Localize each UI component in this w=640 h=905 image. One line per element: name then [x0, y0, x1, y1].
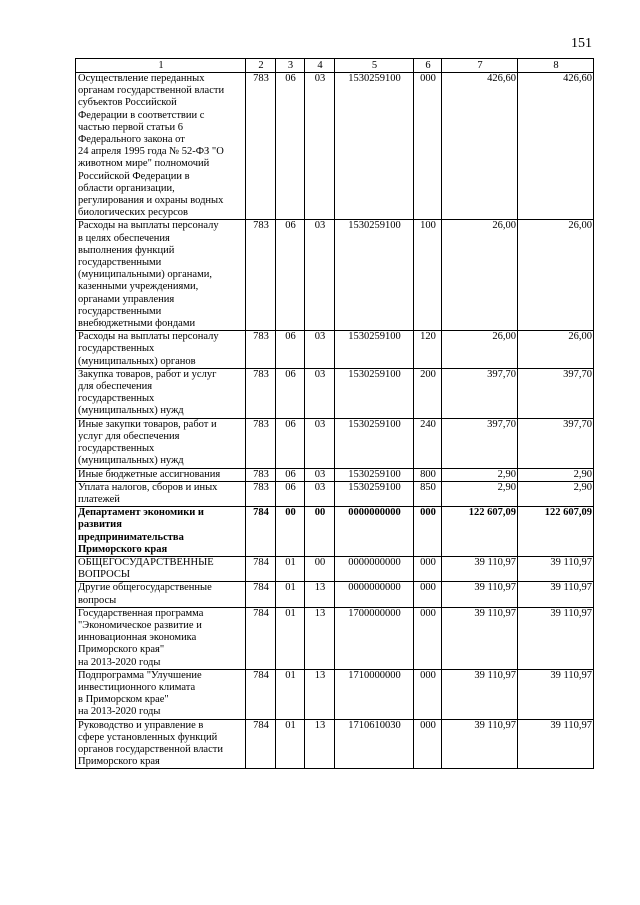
- target-article-code: 1700000000: [335, 607, 414, 669]
- table-row: [76, 669, 594, 719]
- section-code: 06: [276, 73, 305, 220]
- table-row: [76, 418, 594, 468]
- subsection-code: 13: [305, 669, 335, 719]
- section-code: 01: [276, 556, 305, 581]
- expense-type-code: 000: [414, 73, 442, 220]
- ministry-code: 784: [246, 507, 276, 557]
- amount-col7: 39 110,97: [442, 556, 518, 581]
- amount-col7: 39 110,97: [442, 607, 518, 669]
- row-name: Закупка товаров, работ и услуг для обеспечения государственных (муниципальных) нужд: [76, 368, 246, 418]
- subsection-code: 03: [305, 481, 335, 506]
- section-code: 00: [276, 507, 305, 557]
- expense-type-code: 000: [414, 607, 442, 669]
- header-row: [76, 59, 594, 73]
- amount-col8: 39 110,97: [518, 719, 594, 769]
- section-code: 06: [276, 331, 305, 369]
- amount-col8: 2,90: [518, 468, 594, 481]
- amount-col8: 122 607,09: [518, 507, 594, 557]
- row-name: Иные закупки товаров, работ и услуг для обеспечения государственных (муниципальных) нужд: [76, 418, 246, 468]
- table-row: [76, 468, 594, 481]
- ministry-code: 784: [246, 669, 276, 719]
- expense-type-code: 800: [414, 468, 442, 481]
- subsection-code: 13: [305, 582, 335, 607]
- subsection-code: 03: [305, 220, 335, 331]
- subsection-code: 00: [305, 556, 335, 581]
- ministry-code: 783: [246, 418, 276, 468]
- column-header-1: 1: [76, 59, 246, 73]
- ministry-code: 784: [246, 719, 276, 769]
- expense-type-code: 000: [414, 507, 442, 557]
- amount-col7: 39 110,97: [442, 669, 518, 719]
- amount-col8: 39 110,97: [518, 556, 594, 581]
- subsection-code: 03: [305, 368, 335, 418]
- amount-col8: 426,60: [518, 73, 594, 220]
- ministry-code: 783: [246, 368, 276, 418]
- amount-col7: 2,90: [442, 481, 518, 506]
- target-article-code: 1710000000: [335, 669, 414, 719]
- expense-type-code: 120: [414, 331, 442, 369]
- expense-type-code: 000: [414, 556, 442, 581]
- budget-table: [75, 58, 594, 769]
- row-name: Подпрограмма "Улучшение инвестиционного климата в Приморском крае" на 2013-2020 годы: [76, 669, 246, 719]
- table-row: [76, 331, 594, 369]
- row-name: Руководство и управление в сфере установленных функций органов государственной власти Приморского края: [76, 719, 246, 769]
- column-header-2: 2: [246, 59, 276, 73]
- ministry-code: 783: [246, 220, 276, 331]
- amount-col7: 39 110,97: [442, 582, 518, 607]
- table-row: [76, 368, 594, 418]
- amount-col7: 426,60: [442, 73, 518, 220]
- subsection-code: 03: [305, 468, 335, 481]
- target-article-code: 1530259100: [335, 331, 414, 369]
- page-number: 151: [571, 36, 592, 51]
- amount-col7: 397,70: [442, 418, 518, 468]
- amount-col8: 397,70: [518, 368, 594, 418]
- row-name: Другие общегосударственные вопросы: [76, 582, 246, 607]
- section-code: 01: [276, 582, 305, 607]
- amount-col7: 2,90: [442, 468, 518, 481]
- section-code: 06: [276, 468, 305, 481]
- target-article-code: 0000000000: [335, 507, 414, 557]
- amount-col8: 397,70: [518, 418, 594, 468]
- expense-type-code: 000: [414, 582, 442, 607]
- target-article-code: 1530259100: [335, 220, 414, 331]
- amount-col7: 397,70: [442, 368, 518, 418]
- section-code: 06: [276, 368, 305, 418]
- table-row: [76, 719, 594, 769]
- table-header: [76, 59, 594, 73]
- expense-type-code: 000: [414, 669, 442, 719]
- ministry-code: 783: [246, 331, 276, 369]
- section-code: 06: [276, 418, 305, 468]
- column-header-6: 6: [414, 59, 442, 73]
- ministry-code: 784: [246, 582, 276, 607]
- subsection-code: 00: [305, 507, 335, 557]
- expense-type-code: 200: [414, 368, 442, 418]
- amount-col8: 39 110,97: [518, 582, 594, 607]
- target-article-code: 0000000000: [335, 556, 414, 581]
- column-header-4: 4: [305, 59, 335, 73]
- expense-type-code: 100: [414, 220, 442, 331]
- amount-col8: 26,00: [518, 331, 594, 369]
- ministry-code: 784: [246, 556, 276, 581]
- row-name: Расходы на выплаты персоналу государственных (муниципальных) органов: [76, 331, 246, 369]
- table-row: [76, 607, 594, 669]
- amount-col8: 39 110,97: [518, 607, 594, 669]
- column-header-5: 5: [335, 59, 414, 73]
- amount-col8: 39 110,97: [518, 669, 594, 719]
- row-name: Департамент экономики и развития предпринимательства Приморского края: [76, 507, 246, 557]
- amount-col7: 122 607,09: [442, 507, 518, 557]
- table-body: [76, 73, 594, 769]
- table-row: [76, 481, 594, 506]
- subsection-code: 03: [305, 418, 335, 468]
- row-name: ОБЩЕГОСУДАРСТВЕННЫЕ ВОПРОСЫ: [76, 556, 246, 581]
- subsection-code: 03: [305, 331, 335, 369]
- amount-col8: 2,90: [518, 481, 594, 506]
- column-header-8: 8: [518, 59, 594, 73]
- ministry-code: 783: [246, 468, 276, 481]
- expense-type-code: 240: [414, 418, 442, 468]
- target-article-code: 1530259100: [335, 418, 414, 468]
- ministry-code: 784: [246, 607, 276, 669]
- table-row: [76, 220, 594, 331]
- section-code: 01: [276, 669, 305, 719]
- target-article-code: 1530259100: [335, 73, 414, 220]
- subsection-code: 13: [305, 719, 335, 769]
- section-code: 01: [276, 607, 305, 669]
- row-name: Иные бюджетные ассигнования: [76, 468, 246, 481]
- row-name: Осуществление переданных органам государственной власти субъектов Российской Федерации в соответствии с частью первой статьи 6 Федерального закона от 24 апреля 1995 года № 52-ФЗ "О животном мире" полномочий Российской Федерации в области организации, регулирования и охраны водных биологических ресурсов: [76, 73, 246, 220]
- section-code: 06: [276, 481, 305, 506]
- column-header-7: 7: [442, 59, 518, 73]
- row-name: Государственная программа "Экономическое развитие и инновационная экономика Приморского края" на 2013-2020 годы: [76, 607, 246, 669]
- target-article-code: 1530259100: [335, 368, 414, 418]
- ministry-code: 783: [246, 73, 276, 220]
- column-header-3: 3: [276, 59, 305, 73]
- row-name: Расходы на выплаты персоналу в целях обеспечения выполнения функций государственными (муниципальными) органами, казенными учреждениями, органами управления государственными внебюджетными фондами: [76, 220, 246, 331]
- ministry-code: 783: [246, 481, 276, 506]
- table-row: [76, 556, 594, 581]
- target-article-code: 0000000000: [335, 582, 414, 607]
- target-article-code: 1530259100: [335, 468, 414, 481]
- target-article-code: 1530259100: [335, 481, 414, 506]
- amount-col7: 26,00: [442, 331, 518, 369]
- table-row: [76, 582, 594, 607]
- amount-col7: 26,00: [442, 220, 518, 331]
- target-article-code: 1710610030: [335, 719, 414, 769]
- table-row: [76, 507, 594, 557]
- expense-type-code: 850: [414, 481, 442, 506]
- subsection-code: 13: [305, 607, 335, 669]
- amount-col7: 39 110,97: [442, 719, 518, 769]
- section-code: 01: [276, 719, 305, 769]
- amount-col8: 26,00: [518, 220, 594, 331]
- subsection-code: 03: [305, 73, 335, 220]
- table-row: [76, 73, 594, 220]
- section-code: 06: [276, 220, 305, 331]
- row-name: Уплата налогов, сборов и иных платежей: [76, 481, 246, 506]
- expense-type-code: 000: [414, 719, 442, 769]
